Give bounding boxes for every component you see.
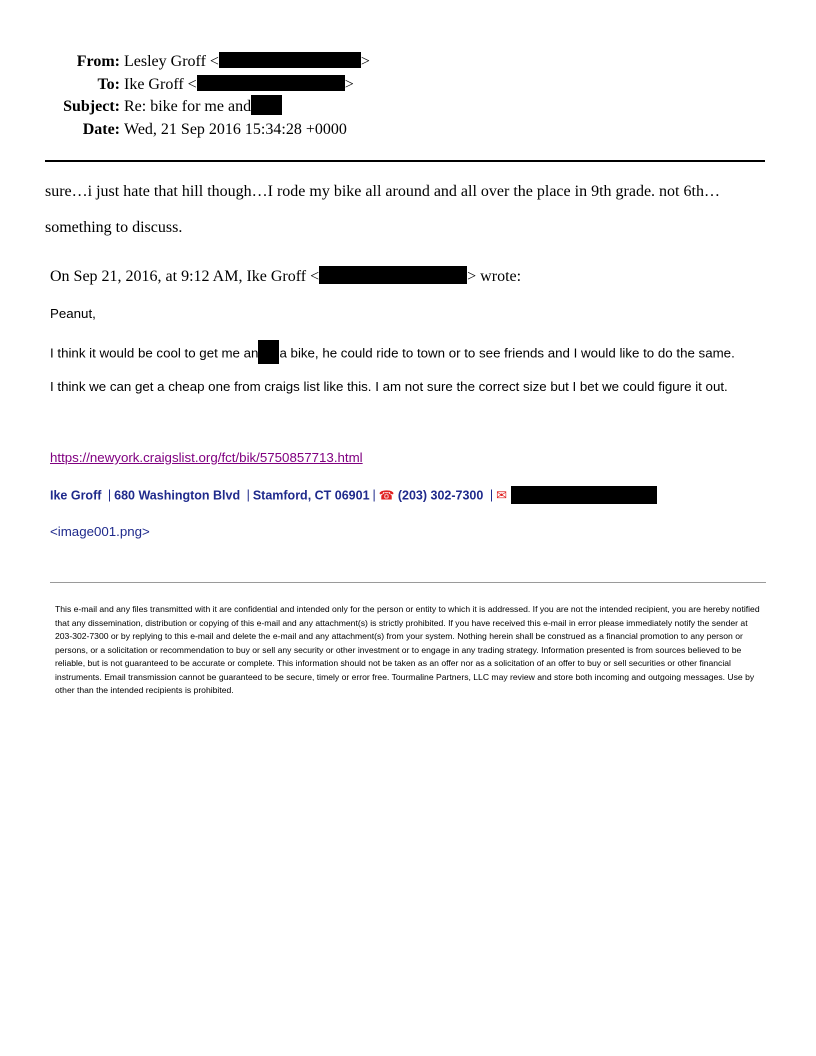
envelope-icon: ✉ (496, 487, 507, 503)
email-header (45, 51, 370, 141)
from-close: > (360, 53, 370, 70)
signature-separator: | (246, 488, 250, 503)
quoted-intro (50, 268, 521, 286)
quoted-intro-start: On Sep 21, 2016, at 9:12 AM, Ike Groff < (50, 268, 320, 285)
quoted-para1-end: a bike, he could ride to town or to see friends and I would like to do the same. (279, 345, 735, 361)
craigslist-link[interactable]: https://newyork.craigslist.org/fct/bik/5750857713.html (50, 450, 363, 465)
date-value: Wed, 21 Sep 2016 15:34:28 +0000 (124, 120, 347, 138)
quoted-paragraph-2: I think we can get a cheap one from craigs list like this. I am not sure the correct size but I bet we could figure it out. (50, 379, 728, 394)
redacted-to-email (197, 75, 345, 91)
reply-line-2: something to discuss. (45, 219, 183, 236)
to-label: To: (97, 75, 120, 93)
to-name: Ike Groff < (124, 75, 197, 93)
redacted-from-email (219, 52, 361, 68)
from-name: Lesley Groff < (124, 53, 219, 70)
signature-address: 680 Washington Blvd (114, 488, 241, 503)
date-label: Date: (82, 120, 120, 138)
date-row (45, 119, 370, 142)
redacted-quoted-email (319, 266, 467, 284)
quoted-intro-end: > wrote: (467, 268, 522, 285)
header-divider (45, 160, 765, 162)
quoted-greeting: Peanut, (50, 306, 96, 321)
signature-city: Stamford, CT 06901 (252, 488, 370, 503)
reply-line-1: sure…i just hate that hill though…I rode my bike all around and all over the place in 9th grade. not 6th… (45, 183, 720, 200)
signature-separator: | (372, 488, 376, 503)
to-close: > (344, 75, 354, 93)
subject-label: Subject: (63, 98, 120, 115)
redacted-subject (251, 95, 282, 115)
signature-separator: | (489, 488, 494, 503)
image-attachment-ref: <image001.png> (50, 524, 150, 539)
signature-separator: | (107, 488, 112, 503)
telephone-icon: ☎ (378, 488, 395, 503)
redacted-quoted-name (258, 340, 279, 364)
subject-row (45, 96, 370, 119)
disclaimer-divider (50, 582, 766, 583)
redacted-signature-email (511, 486, 657, 504)
from-label: From: (76, 53, 120, 70)
quoted-paragraph-1 (50, 342, 735, 366)
to-row (45, 74, 370, 97)
subject-value: Re: bike for me and (124, 98, 252, 115)
signature-line (50, 487, 657, 505)
from-row (45, 51, 370, 74)
quoted-para1-start: I think it would be cool to get me an (50, 345, 259, 361)
legal-disclaimer: This e-mail and any files transmitted with it are confidential and intended only for the person or entity to which it is addressed. If you are not the intended recipient, you are hereby notified that any dissemination, distribution or copying of this e-mail and any attachment(s) is strictly prohibited. If you have received this e-mail in error please immediately notify the sender at 203-302-7300 or by replying to this e-mail and delete the e-mail and any attachment(s) from your system. Nothing herein shall be construed as a financial promotion to any person or persons, or a solicitation or recommendation to buy or sell any security or other investment or to engage in any trading strategy. Information presented is from sources believed to be reliable, but is not guaranteed to be accurate or complete. This information should not be taken as an offer nor as a solicitation of an offer to buy or sell securities or other financial instruments. Email transmission cannot be guaranteed to be secure, timely or error free. Tourmaline Partners, LLC may review and store both incoming and outgoing messages. Use by other than the intended recipients is prohibited. (55, 604, 760, 695)
signature-name: Ike Groff (50, 488, 102, 503)
signature-phone: (203) 302-7300 (397, 488, 484, 503)
